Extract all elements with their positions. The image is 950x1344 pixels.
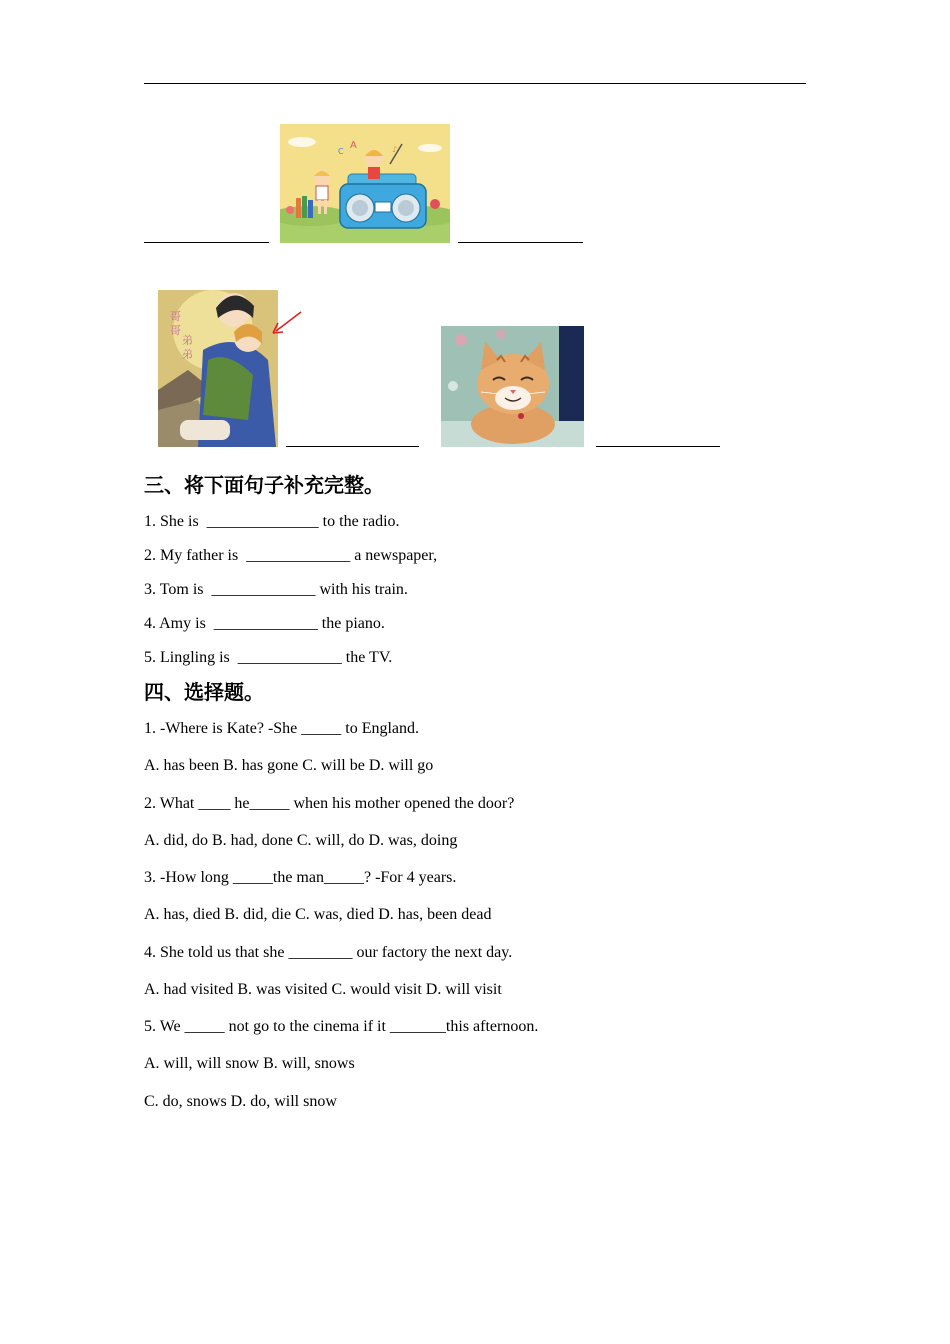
fill-sentence-5: 5. Lingling is _____________ the TV. bbox=[144, 649, 393, 666]
cat-image bbox=[441, 326, 584, 447]
brother-label-3: 弟 bbox=[182, 334, 193, 347]
fill-sentence-1: 1. She is ______________ to the radio. bbox=[144, 513, 400, 530]
question-2-options: A. did, do B. had, done C. will, do D. was, doing bbox=[144, 832, 458, 849]
question-1-options: A. has been B. has gone C. will be D. will go bbox=[144, 757, 434, 774]
question-1: 1. -Where is Kate? -She _____ to England. bbox=[144, 720, 420, 737]
brother-label-4: 弟 bbox=[182, 348, 193, 361]
section-3-heading: 三、将下面句子补充完整。 bbox=[144, 473, 384, 497]
svg-text:C: C bbox=[338, 147, 344, 156]
question-5-options-cd: C. do, snows D. do, will snow bbox=[144, 1093, 337, 1110]
smiling-cat-photo-icon bbox=[441, 326, 584, 447]
answer-blank-2 bbox=[458, 242, 583, 243]
answer-blank-3 bbox=[286, 446, 419, 447]
fill-sentence-2: 2. My father is _____________ a newspaper, bbox=[144, 547, 438, 564]
red-arrow-icon bbox=[270, 310, 304, 336]
brother-label-2: 哥 bbox=[170, 324, 181, 337]
question-5: 5. We _____ not go to the cinema if it _______this afternoon. bbox=[144, 1018, 539, 1035]
brothers-image bbox=[158, 290, 278, 447]
section-4-heading: 四、选择题。 bbox=[144, 680, 264, 704]
top-answer-line bbox=[144, 83, 806, 84]
answer-blank-4 bbox=[596, 446, 720, 447]
svg-text:♪: ♪ bbox=[392, 145, 398, 154]
svg-text:A: A bbox=[350, 140, 357, 151]
answer-blank-1 bbox=[144, 242, 269, 243]
brother-label-1: 哥 bbox=[170, 310, 181, 323]
question-4-options: A. had visited B. was visited C. would visit D. will visit bbox=[144, 981, 502, 998]
question-5-options-ab: A. will, will snow B. will, snows bbox=[144, 1055, 355, 1072]
kids-with-radio-illustration-icon bbox=[280, 124, 450, 243]
fill-sentence-4: 4. Amy is _____________ the piano. bbox=[144, 615, 385, 632]
question-3: 3. -How long _____the man_____? -For 4 years. bbox=[144, 869, 457, 886]
question-4: 4. She told us that she ________ our factory the next day. bbox=[144, 944, 513, 961]
question-3-options: A. has, died B. did, die C. was, died D. has, been dead bbox=[144, 906, 492, 923]
kids-radio-image bbox=[280, 124, 450, 243]
question-2: 2. What ____ he_____ when his mother opened the door? bbox=[144, 795, 515, 812]
fill-sentence-3: 3. Tom is _____________ with his train. bbox=[144, 581, 408, 598]
brothers-illustration-icon bbox=[158, 290, 278, 447]
